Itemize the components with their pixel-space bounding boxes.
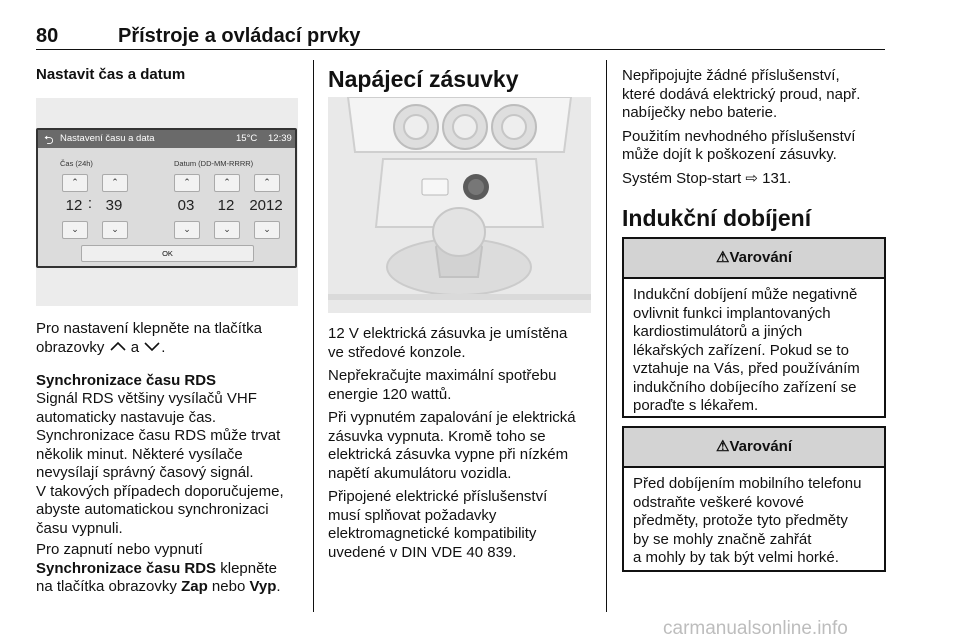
minute-value: 39 bbox=[105, 197, 123, 214]
text-line: by se mohly značně zahřát bbox=[633, 530, 812, 548]
text-line: kardiostimulátorů a jiných bbox=[633, 323, 803, 340]
text-line: Před dobíjením mobilního telefonu bbox=[633, 475, 862, 492]
minute-up-button[interactable]: ⌃ bbox=[102, 174, 128, 192]
text-line: ovlivnit funkci implantovaných bbox=[633, 304, 831, 322]
text-line: Indukční dobíjení může negativně bbox=[633, 286, 858, 303]
text-line: 12 V elektrická zásuvka je umístěna bbox=[328, 325, 568, 342]
text-line: Použitím nevhodného příslušenství bbox=[622, 127, 856, 145]
year-down-button[interactable]: ⌄ bbox=[254, 221, 280, 239]
text-line: vztahuje na Vás, před používáním bbox=[633, 360, 860, 377]
rds-toggle-line bbox=[36, 560, 281, 579]
month-value: 12 bbox=[217, 197, 235, 214]
time-colon: : bbox=[87, 195, 93, 212]
hour-up-button[interactable]: ⌃ bbox=[62, 174, 88, 192]
rds-line: automaticky nastavuje čas. bbox=[36, 408, 217, 426]
chevron-down-icon bbox=[143, 340, 161, 352]
text-line: indukčního dobíjecího zařízení se bbox=[633, 378, 857, 396]
screen-title: Nastavení času a data bbox=[60, 133, 155, 144]
month-up-button[interactable]: ⌃ bbox=[214, 174, 240, 192]
settings-screen bbox=[36, 128, 297, 268]
rds-line: času vypnuli. bbox=[36, 519, 123, 537]
warning-triangle-icon: ⚠ bbox=[716, 438, 730, 455]
text-line: které dodává elektrický proud, např. bbox=[622, 85, 861, 103]
date-label: Datum (DD-MM-RRRR) bbox=[174, 159, 254, 168]
section-heading-time: Nastavit čas a datum bbox=[36, 66, 186, 83]
text-line: zásuvka vypnuta. Kromě toho se bbox=[328, 427, 546, 445]
hour-down-button[interactable]: ⌄ bbox=[62, 221, 88, 239]
minute-down-button[interactable]: ⌄ bbox=[102, 221, 128, 239]
zap-label: Zap bbox=[181, 578, 208, 595]
text-line: nabíječky nebo baterie. bbox=[622, 104, 778, 121]
chevron-up-icon bbox=[109, 340, 127, 352]
rds-toggle-text: klepněte bbox=[216, 559, 277, 577]
warning-triangle-icon: ⚠ bbox=[716, 249, 730, 266]
text-line: musí splňovat požadavky bbox=[328, 506, 497, 524]
column-divider-1 bbox=[313, 60, 314, 612]
day-value: 03 bbox=[177, 197, 195, 214]
year-value: 2012 bbox=[249, 197, 283, 214]
hour-value: 12 bbox=[65, 197, 83, 214]
text-line: Připojené elektrické příslušenství bbox=[328, 488, 548, 505]
warning-title: Varování bbox=[729, 438, 792, 455]
rds-line: abyste automatickou synchronizaci bbox=[36, 501, 269, 518]
accessory-paragraphs bbox=[622, 67, 860, 188]
page-header-title: Přístroje a ovládací prvky bbox=[118, 25, 361, 47]
rds-line: Signál RDS většiny vysílačů VHF bbox=[36, 390, 257, 407]
warning-header bbox=[624, 239, 884, 279]
warning-header bbox=[624, 428, 884, 468]
console-illustration bbox=[328, 97, 591, 313]
watermark: carmanualsonline.info bbox=[663, 618, 848, 639]
rds-toggle-text: na tlačítka obrazovky bbox=[36, 578, 182, 595]
text-line: odstraňte veškeré kovové bbox=[633, 493, 804, 511]
text-line: energie 120 wattů. bbox=[328, 385, 452, 403]
section-heading-induction: Indukční dobíjení bbox=[622, 205, 812, 231]
screen-clock: 12:39 bbox=[268, 133, 292, 144]
rds-paragraph bbox=[36, 390, 284, 538]
text-line: napětí akumulátoru vozidla. bbox=[328, 464, 512, 482]
ok-button[interactable]: OK bbox=[81, 245, 254, 262]
year-up-button[interactable]: ⌃ bbox=[254, 174, 280, 192]
rds-line: Synchronizace času RDS může trvat bbox=[36, 427, 281, 444]
back-arrow-icon: ⮌ bbox=[44, 133, 54, 147]
column-divider-2 bbox=[606, 60, 607, 612]
rds-setting-name: Synchronizace času RDS bbox=[36, 559, 217, 577]
day-down-button[interactable]: ⌄ bbox=[174, 221, 200, 239]
text-line: a mohly by tak být velmi horké. bbox=[633, 549, 839, 566]
day-up-button[interactable]: ⌃ bbox=[174, 174, 200, 192]
warning-box-2 bbox=[622, 426, 886, 572]
power-outlet-drawing bbox=[328, 97, 591, 313]
time-label: Čas (24h) bbox=[60, 159, 93, 168]
instruction-line-2: obrazovky a . bbox=[36, 339, 166, 356]
text-line: ve středové konzole. bbox=[328, 343, 466, 361]
text-line: elektromagnetické kompatibility bbox=[328, 525, 537, 542]
instruction-line-1: Pro nastavení klepněte na tlačítka bbox=[36, 320, 262, 337]
text-line: poraďte s lékařem. bbox=[633, 397, 759, 414]
vyp-label: Vyp bbox=[249, 578, 277, 595]
rds-toggle-text: . bbox=[276, 578, 281, 595]
screen-temperature: 15°C bbox=[236, 133, 258, 144]
text-line: elektrická zásuvka vypne při nízkém bbox=[328, 446, 569, 463]
rds-line: V takových případech doporučujeme, bbox=[36, 482, 284, 500]
warning-title: Varování bbox=[729, 249, 792, 266]
power-outlet-paragraphs bbox=[328, 325, 576, 562]
rds-toggle-text: nebo bbox=[207, 578, 250, 595]
rds-heading: Synchronizace času RDS bbox=[36, 372, 217, 389]
instruction-and: a bbox=[130, 339, 140, 356]
text-line: lékařských zařízení. Pokud se to bbox=[633, 341, 849, 359]
screen-title-bar bbox=[38, 130, 295, 148]
warning-text bbox=[633, 286, 878, 416]
month-down-button[interactable]: ⌄ bbox=[214, 221, 240, 239]
warning-text bbox=[633, 475, 878, 568]
text-line: Nepřipojujte žádné příslušenství, bbox=[622, 67, 840, 84]
rds-toggle-paragraph bbox=[36, 541, 281, 597]
rds-line: několik minut. Některé vysílače bbox=[36, 445, 243, 463]
text-line: předměty, protože tyto předměty bbox=[633, 512, 848, 529]
text-line: Nepřekračujte maximální spotřebu bbox=[328, 367, 557, 384]
rds-toggle-line bbox=[36, 578, 281, 597]
instruction-text: obrazovky bbox=[36, 339, 105, 356]
text-line: může dojít k poškození zásuvky. bbox=[622, 146, 837, 163]
text-line: uvedené v DIN VDE 40 839. bbox=[328, 543, 517, 561]
text-line: Při vypnutém zapalování je elektrická bbox=[328, 409, 576, 426]
stop-start-reference: Systém Stop-start ⇨ 131. bbox=[622, 169, 792, 187]
rds-line: nevysílají správný časový signál. bbox=[36, 464, 254, 481]
rds-toggle-line: Pro zapnutí nebo vypnutí bbox=[36, 541, 203, 558]
header-rule bbox=[36, 49, 885, 50]
page-number: 80 bbox=[36, 25, 59, 47]
section-heading-power-outlets: Napájecí zásuvky bbox=[328, 66, 519, 92]
warning-box-1 bbox=[622, 237, 886, 418]
